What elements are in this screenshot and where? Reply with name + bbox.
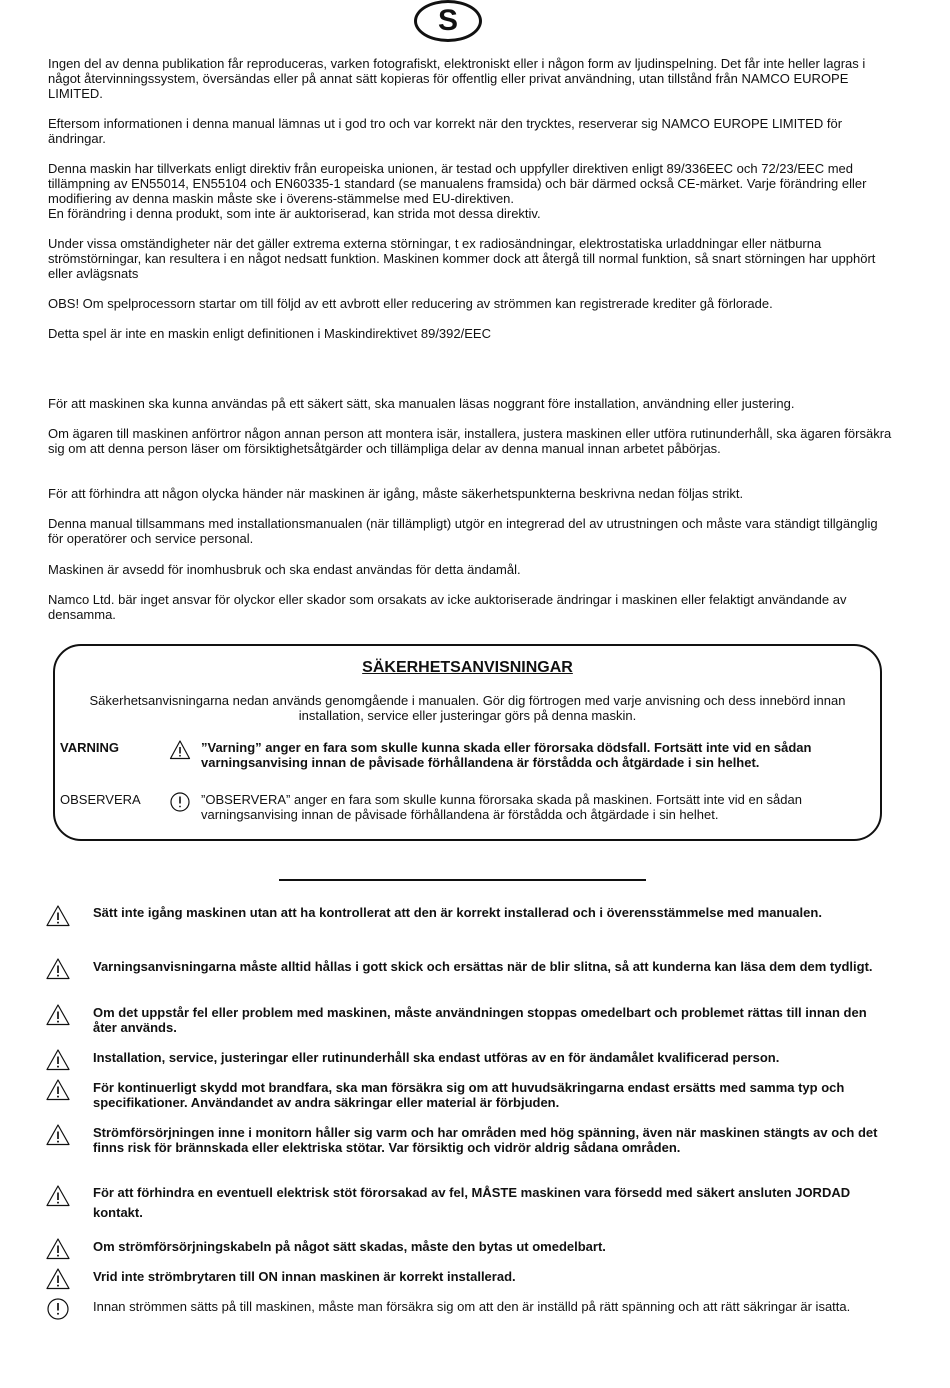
manual-availability-paragraph: Denna manual tillsammans med installationsmanualen (när tillämpligt) utgör en integrerad del av utrustningen och måste vara ständigt tillgänglig för operatörer och service personal. bbox=[48, 516, 878, 546]
warning-triangle-icon bbox=[169, 739, 191, 761]
obs-credits-paragraph: OBS! Om spelprocessorn startar om till följd av ett avbrott eller reducering av strömmen kan registrerade krediter gå förlorade. bbox=[48, 296, 773, 311]
warning-triangle-icon bbox=[45, 1078, 71, 1102]
caution-circle-icon bbox=[169, 791, 191, 813]
safety-instructions-box bbox=[53, 644, 882, 841]
caution-circle-icon bbox=[45, 1297, 71, 1321]
caution-item-text: Innan strömmen sätts på till maskinen, måste man försäkra sig om att den är inställd på rätt spänning och att rätt säkringar är isatta. bbox=[93, 1299, 851, 1314]
safety-box-title: SÄKERHETSANVISNINGAR bbox=[362, 659, 573, 676]
warning-item-text: Strömförsörjningen inne i monitorn håller sig varm och har områden med hög spänning, även när maskinen stängts av och det finns risk för brännskada eller elektriska stötar. Var försiktig och vidrör aldrig sådana områden. bbox=[93, 1125, 878, 1155]
logo-letter: S bbox=[437, 4, 458, 37]
warning-level-label: VARNING bbox=[60, 740, 119, 755]
warning-item-text: Installation, service, justeringar eller rutinunderhåll ska endast utföras av en för ändamålet kvalificerad person. bbox=[93, 1050, 780, 1065]
safety-points-paragraph: För att förhindra att någon olycka händer när maskinen är igång, måste säkerhetspunkterna beskrivna nedan följas strikt. bbox=[48, 486, 744, 501]
warning-item-text: Om strömförsörjningskabeln på något sätt skadas, måste den bytas ut omedelbart. bbox=[93, 1239, 606, 1254]
safety-box-intro: Säkerhetsanvisningarna nedan används genomgående i manualen. Gör dig förtrogen med varje anvisning och dess innebörd innan installation, service eller justeringar görs på denna maskin. bbox=[89, 693, 846, 723]
warning-triangle-icon bbox=[45, 1267, 71, 1291]
caution-level-label: OBSERVERA bbox=[60, 792, 141, 807]
read-manual-paragraph: För att maskinen ska kunna användas på ett säkert sätt, ska manualen läsas noggrant före installation, användning eller justering. bbox=[48, 396, 795, 411]
interference-paragraph: Under vissa omständigheter när det gäller extrema externa störningar, t ex radiosändningar, elektrostatiska urladdningar eller nätburna strömstörningar, kan resultera i en något nedsatt funktion. Maskinen kommer dock att återgå till normal funktion, så snart störningen har upphört eller avlägsnats bbox=[48, 236, 876, 281]
warning-triangle-icon bbox=[45, 1048, 71, 1072]
ce-directive-paragraph: Denna maskin har tillverkats enligt direktiv från europeiska unionen, är testad och uppfyller direktiven enligt 89/336EEC och 72/23/EEC med tillämpning av EN55014, EN55104 och EN60335-1 standard (se manualens framsida) och bär därmed också CE-märket. Varje förändring eller modifiering av denna maskin måste ske i överens-stämmelse med EU-direktiven. bbox=[48, 161, 867, 206]
warning-triangle-icon bbox=[45, 1184, 71, 1208]
copyright-paragraph: Ingen del av denna publikation får reproduceras, varken fotografiskt, elektroniskt eller i någon form av ljudinspelning. Det får inte heller lagras i något återvinningssystem, översändas eller på annat sätt kopieras för offentlig eller privat användning, utan tillstånd från NAMCO EUROPE LIMITED. bbox=[48, 56, 866, 101]
liability-paragraph: Namco Ltd. bär inget ansvar för olyckor eller skador som orsakats av icke auktoriserade ändringar i maskinen eller felaktigt användande av densamma. bbox=[48, 592, 847, 622]
language-logo-s bbox=[414, 0, 482, 42]
warning-triangle-icon bbox=[45, 904, 71, 928]
section-divider bbox=[279, 879, 646, 881]
warning-item-text: För att förhindra en eventuell elektrisk stöt förorsakad av fel, MÅSTE maskinen vara försedd med säkert ansluten JORDAD kontakt. bbox=[93, 1185, 851, 1220]
owner-responsibility-paragraph: Om ägaren till maskinen anförtror någon annan person att montera isär, installera, justera maskinen eller utföra rutinunderhåll, ska ägaren försäkra sig om att denna person läser om försiktighetsåtgärder och tillämpliga delar av denna manual innan arbetet påbörjas. bbox=[48, 426, 892, 456]
warning-triangle-icon bbox=[45, 1237, 71, 1261]
indoor-use-paragraph: Maskinen är avsedd för inomhusbruk och ska endast användas för detta ändamål. bbox=[48, 562, 521, 577]
warning-item-text: Sätt inte igång maskinen utan att ha kontrollerat att den är korrekt installerad och i överensstämmelse med manualen. bbox=[93, 905, 822, 920]
warning-item-text: Vrid inte strömbrytaren till ON innan maskinen är korrekt installerad. bbox=[93, 1269, 516, 1284]
warning-item-text: Om det uppstår fel eller problem med maskinen, måste användningen stoppas omedelbart och problemet rättas till innan den åter används. bbox=[93, 1005, 867, 1035]
warning-triangle-icon bbox=[45, 1123, 71, 1147]
disclaimer-paragraph: Eftersom informationen i denna manual lämnas ut i god tro och var korrekt när den trycktes, reserverar sig NAMCO EUROPE LIMITED för ändringar. bbox=[48, 116, 843, 146]
warning-item-text: Varningsanvisningarna måste alltid hållas i gott skick och ersättas när de blir slitna, så att kunderna kan läsa dem dem tydligt. bbox=[93, 959, 873, 974]
warning-triangle-icon bbox=[45, 1003, 71, 1027]
modification-paragraph: En förändring i denna produkt, som inte är auktoriserad, kan strida mot dessa direktiv. bbox=[48, 206, 541, 221]
warning-level-text: ”Varning” anger en fara som skulle kunna skada eller förorsaka dödsfall. Fortsätt inte vid en sådan varningsanvising innan de påvisade förhållandena är förstådda och åtgärdade i sin helhet. bbox=[201, 740, 812, 770]
warning-triangle-icon bbox=[45, 957, 71, 981]
machine-directive-paragraph: Detta spel är inte en maskin enligt definitionen i Maskindirektivet 89/392/EEC bbox=[48, 326, 491, 341]
warning-item-text: För kontinuerligt skydd mot brandfara, ska man försäkra sig om att huvudsäkringarna endast ersätts med samma typ och specifikationer. Användandet av andra säkringar eller material är förbjuden. bbox=[93, 1080, 845, 1110]
caution-level-text: ”OBSERVERA” anger en fara som skulle kunna förorsaka skada på maskinen. Fortsätt inte vid en sådan varningsanvising innan de påvisade förhållandena är förstådda och åtgärdade i sin helhet. bbox=[201, 792, 802, 822]
